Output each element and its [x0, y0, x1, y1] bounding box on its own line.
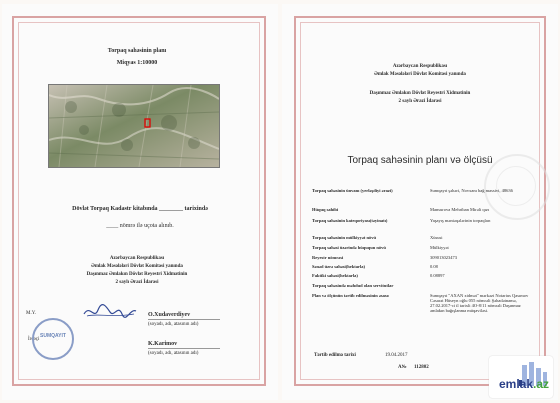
- field-label: Torpaq sahəsinin ünvanı (yerləşdiyi ərazi): [312, 188, 393, 193]
- right-committee: Əmlak Məsələləri Dövlət Komitəsi yanında: [374, 72, 466, 77]
- issue-date-value: 19.04.2017: [385, 353, 408, 358]
- left-title: Torpaq sahəsinin planı: [107, 48, 167, 54]
- field-row-right-type: [312, 245, 532, 253]
- field-row-actual-area: [312, 273, 532, 281]
- left-page: [2, 4, 278, 400]
- map-image: [49, 85, 219, 167]
- field-value: Mülkiyyət: [430, 245, 449, 250]
- field-row-ownership: [312, 235, 532, 243]
- right-heading: Torpaq sahəsinin planı və ölçüsü: [347, 155, 493, 166]
- field-row-owner: [312, 207, 532, 215]
- sign-caption-2: (soyadı, adı, atasının adı): [148, 351, 199, 356]
- issue-date-label: Tərtib edilmə tarixi: [314, 353, 356, 358]
- emlak-name: emlak: [499, 377, 534, 391]
- right-service: Daşınmaz Əmlakın Dövlət Reyestri Xidmətinin: [369, 91, 471, 96]
- right-page: [282, 4, 558, 400]
- sign-line-1: [148, 319, 220, 320]
- field-label: Torpaq sahəsi üzərində hüququn növü: [312, 245, 386, 250]
- aerial-map: [48, 84, 220, 168]
- emlak-text: [499, 377, 549, 391]
- field-label: Sənəd üzrə sahəsi(hektarla): [312, 264, 365, 269]
- field-row-doc-area: [312, 264, 532, 272]
- field-value: Sumqayıt şəhəri, Novxanı bağ massivi, 48636: [430, 188, 513, 193]
- field-value: Xüsusi: [430, 235, 443, 240]
- field-label: Plan və ölçünün tərtib edilməsinin əsası:: [312, 293, 390, 298]
- field-row-category: [312, 218, 532, 230]
- field-value: 0.08897: [430, 273, 445, 278]
- right-office: 2 saylı Ərazi İdarəsi: [398, 99, 442, 104]
- field-label: Torpaq sahəsinin kateqoriyası(təyinatı): [312, 218, 388, 223]
- number-value: 112802: [414, 365, 429, 370]
- left-org-3: Daşınmaz Əmlakın Dövlət Reyestri Xidmətinin: [86, 272, 188, 277]
- field-value: Sumqayıt "AXAN xidmət" mərkəzi Notarius Qasımov Cəsarət Hüseyn oğlu 055 nömrəli Şəhadətnamə, 27.02.2017-ci il tarixli 4O-8/11 nömrəli Daşınmaz əmlakın bağışlanma müqaviləsi.: [430, 293, 529, 313]
- sign-caption-1: (soyadı, adı, atasının adı): [148, 322, 199, 327]
- field-label: Torpaq sahəsinin mülkiyyət növü: [312, 235, 376, 240]
- signature: [82, 302, 138, 320]
- field-row-basis: [312, 293, 532, 321]
- irici-label: İrcəçi: [28, 337, 40, 342]
- emlak-suffix: .az: [533, 377, 550, 391]
- left-org-2: Əmlak Məsələləri Dövlət Komitəsi yanında: [91, 264, 183, 269]
- left-org-4: 2 saylı Ərazi İdarəsi: [115, 280, 159, 285]
- left-org-1: Azərbaycan Respublikası: [109, 256, 165, 261]
- field-row-registry: [312, 255, 532, 263]
- field-label: Torpaq sahəsində məhdud olan servitutlar: [312, 283, 394, 288]
- field-value: Mansurova Mehriban Mirəli qızı: [430, 207, 490, 212]
- sign-name-2: K.Karimov: [148, 341, 178, 347]
- field-row-address: [312, 188, 532, 196]
- book-line-2: ____ nömrə ilə uçota alınıb.: [106, 223, 174, 229]
- right-country: Azərbaycan Respublikası: [392, 64, 448, 69]
- sign-name-1: O.Xudaverdiyev: [148, 312, 191, 318]
- field-label: Faktiki sahəsi(hektarla): [312, 273, 358, 278]
- number-label: A№: [398, 365, 407, 370]
- stamp-text: SUMQAYIT: [40, 333, 66, 339]
- left-scale: Miqyas 1:10000: [116, 60, 158, 66]
- field-row-servitudes: [312, 283, 532, 291]
- field-value: 309013023473: [430, 255, 457, 260]
- field-value: 0.08: [430, 264, 438, 269]
- field-label: Hüquq sahibi: [312, 207, 339, 212]
- mp-label: M.Y.: [26, 311, 36, 316]
- sign-line-2: [148, 348, 220, 349]
- official-stamp: [32, 318, 74, 360]
- emlak-watermark: [489, 356, 553, 398]
- field-label: Reyestr nömrəsi: [312, 255, 344, 260]
- field-value: Yaşayış məntəqələrinin torpaqları: [430, 218, 491, 223]
- book-line-1: Dövlət Torpaq Kadastr kitabında ________ tarixində: [72, 206, 208, 212]
